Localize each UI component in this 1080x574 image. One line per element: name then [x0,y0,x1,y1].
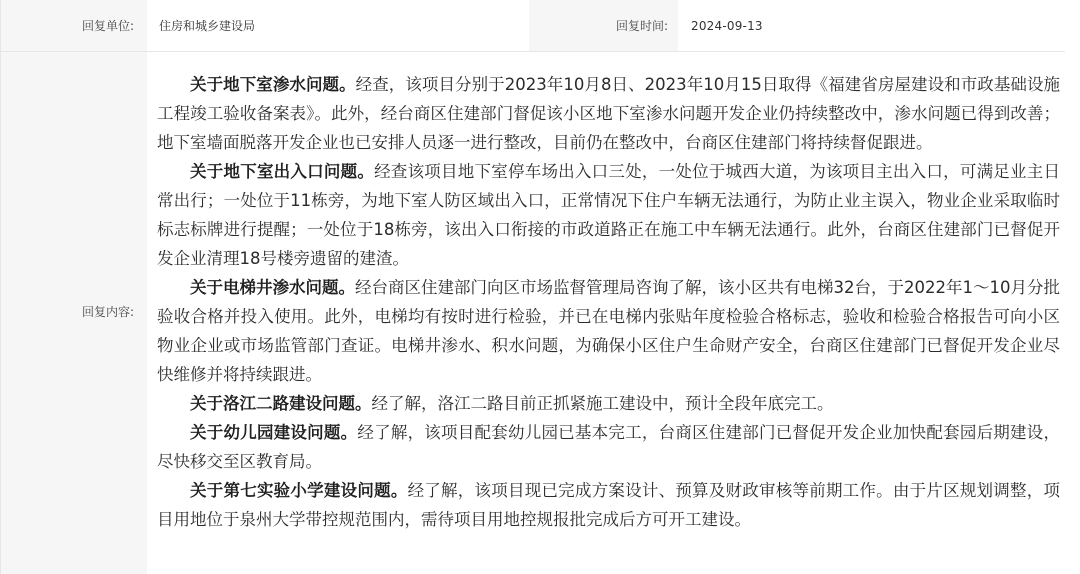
reply-paragraph [157,157,1060,273]
paragraph-text: 经了解，该项目现已完成方案设计、预算及财政审核等前期工作。由于片区规划调整，项目用地位于泉州大学带控规范围内，需待项目用地控规报批完成后方可开工建设。 [157,481,1061,529]
reply-time-label: 回复时间: [529,0,678,51]
reply-paragraph [157,70,1060,157]
reply-time-value: 2024-09-13 [678,0,1065,51]
paragraph-heading: 关于地下室渗水问题。 [190,75,356,94]
paragraph-text: 经了解，洛江二路目前正抓紧施工建设中，预计全段年底完工。 [371,394,834,413]
reply-unit-value: 住房和城乡建设局 [147,0,529,51]
reply-content-label: 回复内容: [1,52,147,574]
paragraph-heading: 关于电梯井渗水问题。 [190,278,356,297]
reply-header-row [1,0,1065,52]
paragraph-text: 经查该项目地下室停车场出入口三处，一处位于城西大道，为该项目主出入口，可满足业主日常出行；一处位于11栋旁，为地下室人防区域出入口，正常情况下住户车辆无法通行，为防止业主误入，物业企业采取临时标志标牌进行提醒；一处位于18栋旁，该出入口衔接的市政道路正在施工中车辆无法通行。此外，台商区住建部门已督促开发企业清理18号楼旁遗留的建渣。 [157,162,1061,268]
paragraph-heading: 关于第七实验小学建设问题。 [190,481,408,500]
paragraph-text: 经了解，该项目配套幼儿园已基本完工，台商区住建部门已督促开发企业加快配套园后期建设，尽快移交至区教育局。 [157,423,1061,471]
paragraph-text: 经查，该项目分别于2023年10月8日、2023年10月15日取得《福建省房屋建设和市政基础设施工程竣工验收备案表》。此外，经台商区住建部门督促该小区地下室渗水问题开发企业仍持续整改中，渗水问题已得到改善；地下室墙面脱落开发企业也已安排人员逐一进行整改，目前仍在整改中，台商区住建部门将持续督促跟进。 [157,75,1061,152]
reply-content-row [1,52,1065,574]
reply-paragraph [157,273,1060,389]
reply-paragraph [157,476,1060,534]
paragraph-heading: 关于地下室出入口问题。 [190,162,375,181]
reply-paragraph [157,389,1060,418]
paragraph-heading: 关于幼儿园建设问题。 [190,423,358,442]
paragraph-heading: 关于洛江二路建设问题。 [190,394,372,413]
reply-unit-label: 回复单位: [1,0,147,51]
reply-content-body [157,70,1060,534]
paragraph-text: 经台商区住建部门向区市场监督管理局咨询了解，该小区共有电梯32台，于2022年1～10月分批验收合格并投入使用。此外，电梯均有按时进行检验，并已在电梯内张贴年度检验合格标志，验收和检验合格报告可向小区物业企业或市场监管部门查证。电梯井渗水、积水问题，为确保小区住户生命财产安全，台商区住建部门已督促开发企业尽快维修并将持续跟进。 [157,278,1061,384]
reply-paragraph [157,418,1060,476]
